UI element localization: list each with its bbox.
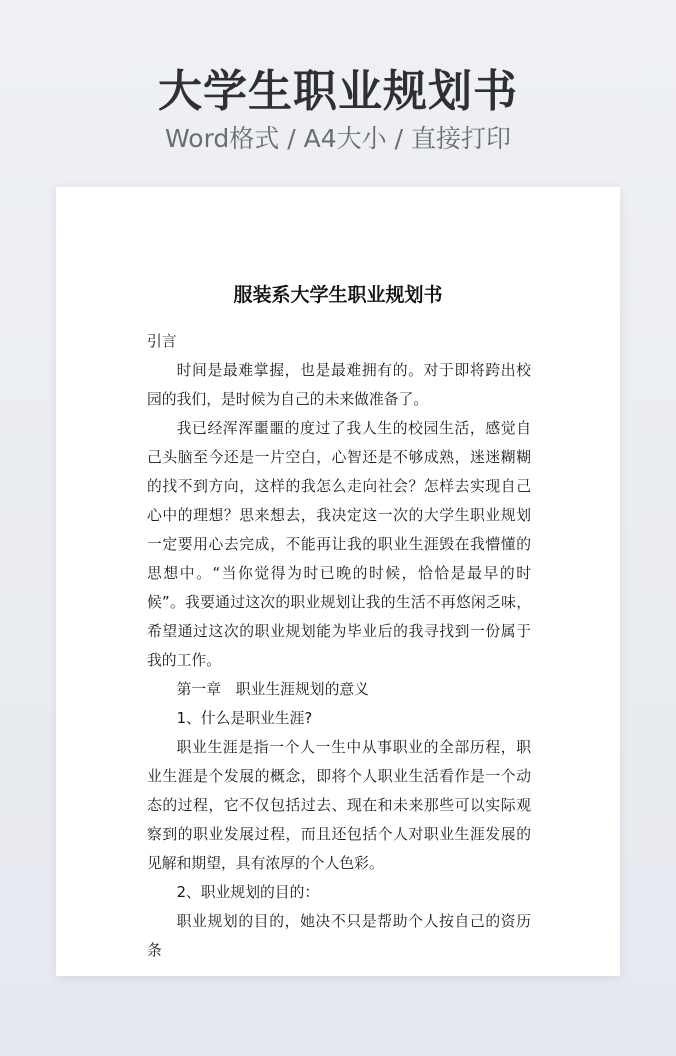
paragraph: 职业规划的目的，她决不只是帮助个人按自己的资历条 xyxy=(147,913,531,959)
paragraph: 我已经浑浑噩噩的度过了我人生的校园生活，感觉自己头脑至今还是一片空白，心智还是不够成熟，迷迷糊糊的找不到方向，这样的我怎么走向社会？怎样去实现自己心中的理想？思来想去，我决定这一次的大学生职业规划一定要用心去完成，不能再让我的职业生涯毁在我懵懂的思想中。“当你觉得为时已晚的时候，恰恰是最早的时候”。我要通过这次的职业规划让我的生活不再悠闲乏味，希望通过这次的职业规划能为毕业后的我寻找到一份属于我的工作。 xyxy=(147,420,531,669)
document-body xyxy=(147,327,531,965)
chapter-heading: 第一章 职业生涯规划的意义 xyxy=(176,681,369,698)
banner-title: 大学生职业规划书 xyxy=(158,66,518,117)
document-page xyxy=(56,187,620,976)
section-heading: 1、什么是职业生涯? xyxy=(176,710,313,727)
banner-header xyxy=(0,62,676,156)
section-heading: 2、职业规划的目的： xyxy=(176,884,320,901)
paragraph-intro-heading: 引言 xyxy=(147,333,177,350)
paragraph: 时间是最难掌握，也是最难拥有的。对于即将跨出校园的我们，是时候为自己的未来做准备了。 xyxy=(147,362,531,408)
banner-subtitle: Word格式 / A4大小 / 直接打印 xyxy=(165,124,511,153)
document-title: 服装系大学生职业规划书 xyxy=(233,284,443,306)
paragraph: 职业生涯是指一个人一生中从事职业的全部历程，职业生涯是个发展的概念，即将个人职业生活看作是一个动态的过程，它不仅包括过去、现在和未来那些可以实际观察到的职业发展过程，而且还包括个人对职业生涯发展的见解和期望，具有浓厚的个人色彩。 xyxy=(147,739,531,872)
